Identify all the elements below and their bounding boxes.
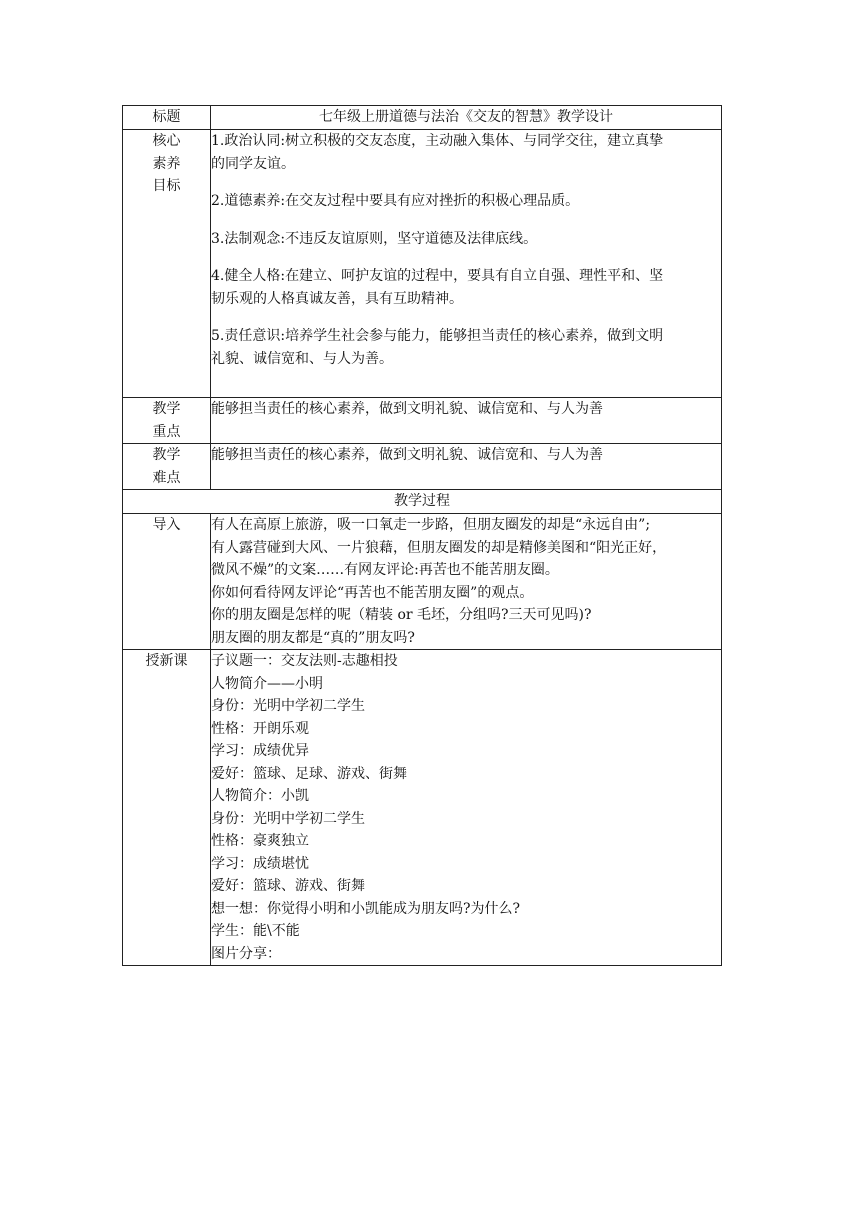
new-lesson-line: 性格：开朗乐观: [211, 720, 309, 737]
new-lesson-line: 图片分享：: [211, 945, 281, 962]
core-goals-content: [211, 130, 722, 398]
core-goals-label-line: 核心: [152, 133, 181, 149]
process-header-row: [123, 490, 722, 514]
new-lesson-line: 身份：光明中学初二学生: [211, 810, 365, 827]
core-goal-item: [211, 325, 721, 370]
difficult-point-row: [123, 444, 722, 490]
core-goal-item: [211, 190, 721, 213]
intro-line: 有人露营碰到大风、一片狼藉，但朋友圈发的却是精修美图和“阳光正好，: [211, 539, 667, 556]
core-goal-item: [211, 265, 721, 310]
lesson-plan-table: [122, 105, 722, 966]
new-lesson-label: 授新课: [123, 650, 211, 966]
title-label: 标题: [123, 106, 211, 130]
intro-line: 微风不燥”的文案……有网友评论:再苦也不能苦朋友圈。: [211, 562, 559, 578]
core-goals-row: [123, 130, 722, 398]
core-goals-label: [123, 130, 211, 398]
intro-line: 有人在高原上旅游，吸一口氧走一步路，但朋友圈发的却是“永远自由”;: [211, 517, 651, 533]
new-lesson-line: 学生：能\不能: [211, 923, 300, 939]
core-goal-item: [211, 130, 721, 175]
core-goal-line: 5.责任意识:培养学生社会参与能力，能够担当责任的核心素养，做到文明: [211, 328, 664, 344]
core-goal-line: 4.健全人格:在建立、呵护友谊的过程中，要具有自立自强、理性平和、坚: [211, 268, 664, 284]
key-point-label-line: 教学: [152, 401, 181, 417]
core-goal-line: 2.道德素养:在交友过程中要具有应对挫折的积极心理品质。: [211, 193, 580, 209]
intro-row: [123, 514, 722, 650]
new-lesson-line: 学习：成绩堪忧: [211, 855, 309, 872]
key-point-text: 能够担当责任的核心素养，做到文明礼貌、诚信宽和、与人为善: [211, 398, 722, 444]
core-goals-label-line: 目标: [152, 178, 181, 194]
core-goal-line: 1.政治认同:树立积极的交友态度，主动融入集体、与同学交往，建立真挚: [211, 133, 664, 149]
intro-line: 你如何看待网友评论“再苦也不能苦朋友圈”的观点。: [211, 584, 534, 601]
title-value: 七年级上册道德与法治《交友的智慧》教学设计: [211, 106, 722, 130]
new-lesson-line: 学习：成绩优异: [211, 743, 309, 759]
core-goal-line: 3.法制观念:不违反友谊原则，坚守道德及法律底线。: [211, 230, 538, 247]
difficult-point-text: 能够担当责任的核心素养，做到文明礼貌、诚信宽和、与人为善: [211, 444, 722, 490]
intro-line: 你的朋友圈是怎样的呢（精装 or 毛坯，分组吗?三天可见吗)?: [211, 607, 592, 623]
core-goal-line: 的同学友谊。: [211, 155, 295, 172]
new-lesson-line: 身份：光明中学初二学生: [211, 698, 365, 714]
intro-content: [211, 514, 722, 650]
new-lesson-row: [123, 650, 722, 966]
difficult-point-label: [123, 444, 211, 490]
new-lesson-line: 想一想：你觉得小明和小凯能成为朋友吗?为什么?: [211, 900, 521, 917]
core-goals-label-line: 素养: [152, 155, 181, 172]
new-lesson-content: [211, 650, 722, 966]
title-row: [123, 106, 722, 130]
new-lesson-line: 爱好：篮球、游戏、街舞: [211, 878, 365, 894]
difficult-point-label-line: 难点: [152, 469, 181, 486]
intro-label: 导入: [123, 514, 211, 650]
new-lesson-line: 性格：豪爽独立: [211, 833, 309, 849]
difficult-point-label-line: 教学: [152, 447, 181, 463]
process-header: 教学过程: [123, 490, 722, 514]
new-lesson-line: 爱好：篮球、足球、游戏、街舞: [211, 765, 407, 782]
key-point-label-line: 重点: [152, 423, 181, 440]
new-lesson-line: 人物简介——小明: [211, 675, 323, 692]
core-goal-line: 韧乐观的人格真诚友善，具有互助精神。: [211, 290, 463, 307]
intro-line: 朋友圈的朋友都是“真的”朋友吗?: [211, 629, 415, 646]
new-lesson-line: 子议题一：交友法则-志趣相投: [211, 653, 398, 669]
key-point-row: [123, 398, 722, 444]
key-point-label: [123, 398, 211, 444]
core-goal-line: 礼貌、诚信宽和、与人为善。: [211, 350, 393, 367]
core-goal-item: [211, 228, 721, 251]
new-lesson-line: 人物简介：小凯: [211, 788, 309, 804]
